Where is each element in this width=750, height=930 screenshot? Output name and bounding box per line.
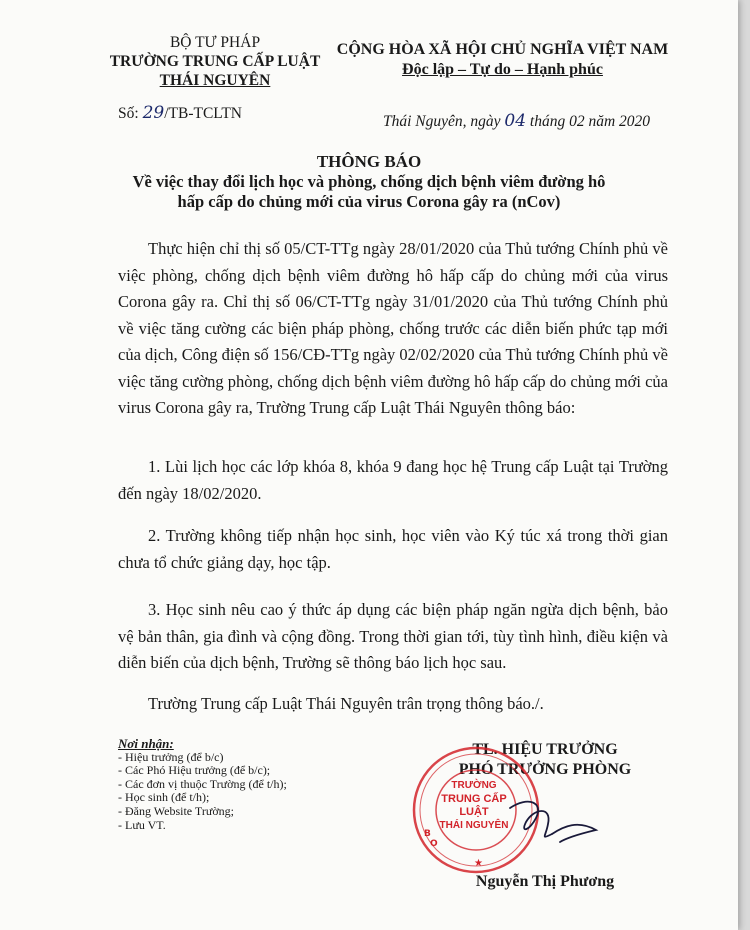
- document-number: [118, 103, 242, 123]
- svg-text:B: B: [424, 829, 431, 839]
- closing-line: Trường Trung cấp Luật Thái Nguyên trân trọng thông báo./.: [148, 694, 544, 713]
- recipient-item: - Các Phó Hiệu trưởng (để b/c);: [118, 763, 271, 778]
- stamp-line2: TRUNG CẤP: [441, 793, 507, 805]
- date-prefix: Thái Nguyên, ngày: [383, 113, 501, 130]
- stamp-line4: THÁI NGUYÊN: [439, 820, 509, 831]
- recipient-item: - Đăng Website Trường;: [118, 803, 234, 818]
- signer-name: Nguyễn Thị Phương: [475, 873, 615, 890]
- recipient-item: - Hiệu trưởng (để b/c): [118, 749, 224, 764]
- document-date: [383, 111, 650, 131]
- date-month: tháng 02: [529, 113, 585, 130]
- recipient-item: - Học sinh (để t/h);: [118, 790, 210, 805]
- recipients-label: Nơi nhận:: [118, 736, 174, 751]
- recipient-item: - Các đơn vị thuộc Trường (để t/h);: [118, 776, 287, 791]
- notice-subject-line2: hấp cấp do chủng mới của virus Corona gây ra (nCov): [177, 192, 561, 211]
- svg-text:O: O: [430, 839, 438, 849]
- number-value: 29: [142, 103, 165, 123]
- date-day: 04: [504, 111, 527, 131]
- ministry-name: BỘ TƯ PHÁP: [169, 34, 261, 51]
- recipients-block: [118, 737, 287, 832]
- item-1: 1. Lùi lịch học các lớp khóa 8, khóa 9 đang học hệ Trung cấp Luật tại Trường đến ngày 18/02/2020.: [118, 457, 668, 503]
- item-2: 2. Trường không tiếp nhận học sinh, học viên vào Ký túc xá trong thời gian chưa tổ chức giảng dạy, học tập.: [118, 526, 668, 572]
- school-name-line2-wrap: [100, 71, 330, 90]
- signer-authority: TL. HIỆU TRƯỞNG: [472, 741, 618, 758]
- stamp-line3: LUẬT: [459, 806, 489, 818]
- svg-text:★: ★: [474, 858, 483, 869]
- date-year: năm 2020: [588, 113, 651, 130]
- school-name-line1: TRƯỜNG TRUNG CẤP LUẬT: [109, 53, 321, 70]
- notice-heading: THÔNG BÁO: [316, 152, 422, 171]
- intro-paragraph: Thực hiện chỉ thị số 05/CT-TTg ngày 28/01/2020 của Thủ tướng Chính phủ về việc phòng, chống dịch bệnh viêm đường hô hấp cấp do chủng mới của virus Corona gây ra. Chỉ thị số 06/CT-TTg ngày 31/01/2020 của Thủ tướng Chính phủ về việc tăng cường các biện pháp phòng, chống trước các diễn biến phức tạp mới của dịch, Công điện số 156/CĐ-TTg ngày 02/02/2020 của Thủ tướng Chính phủ về việc tăng cường phòng, chống dịch bệnh viêm đường hô hấp cấp do chủng mới của virus Corona gây ra, Trường Trung cấp Luật Thái Nguyên thông báo:: [118, 239, 668, 417]
- nation-name: CỘNG HÒA XÃ HỘI CHỦ NGHĨA VIỆT NAM: [336, 41, 669, 58]
- motto: Độc lập – Tự do – Hạnh phúc: [402, 61, 603, 78]
- school-name-line2: THÁI NGUYÊN: [159, 72, 271, 89]
- recipient-item: - Lưu VT.: [118, 817, 166, 832]
- handwritten-signature-icon: [500, 790, 610, 860]
- motto-wrap: [330, 60, 675, 80]
- signer-title: PHÓ TRƯỞNG PHÒNG: [458, 761, 632, 778]
- stamp-line1: TRƯỜNG: [451, 780, 497, 791]
- number-suffix: /TB-TCLTN: [164, 105, 242, 122]
- notice-subject-line1: Về việc thay đổi lịch học và phòng, chống dịch bệnh viêm đường hô: [132, 172, 606, 191]
- number-label: Số:: [118, 105, 139, 122]
- item-3: 3. Học sinh nêu cao ý thức áp dụng các biện pháp ngăn ngừa dịch bệnh, bảo vệ bản thân, gia đình và cộng đồng. Trong thời gian tới, tùy tình hình, điều kiện và diễn biến của dịch bệnh, Trường sẽ thông báo lịch học sau.: [118, 600, 668, 672]
